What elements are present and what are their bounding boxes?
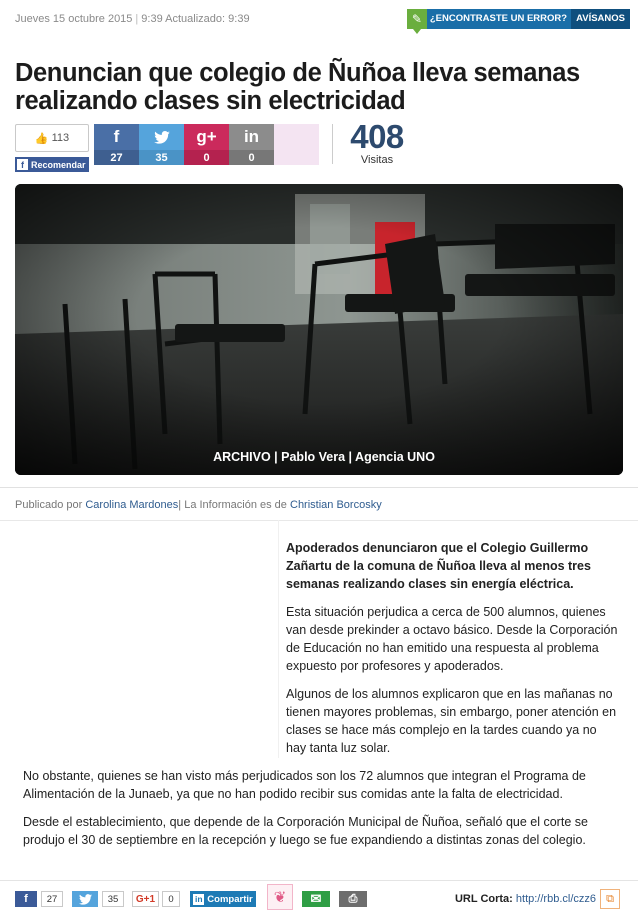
short-url-link[interactable]: http://rbb.cl/czz6	[515, 893, 596, 905]
bottom-googleplus-count: 0	[162, 891, 180, 907]
bottom-facebook-count: 27	[41, 891, 63, 907]
article-paragraph: No obstante, quienes se han visto más perjudicados son los 72 alumnos que integran el Programa de Alimentación de la Junaeb, ya que no han podido recibir sus comidas ante la falta de electricidad.	[23, 769, 586, 801]
divider	[278, 520, 279, 758]
envelope-icon: ✉	[310, 891, 322, 906]
article-photo	[15, 184, 623, 475]
visits-count: 408	[350, 118, 404, 155]
linkedin-icon: in	[243, 127, 260, 146]
byline	[15, 499, 382, 511]
googleplus-icon: g+	[196, 127, 217, 146]
copy-url-icon[interactable]: ⧉	[600, 889, 620, 909]
bookmark-icon[interactable]: ❦	[267, 884, 293, 910]
print-button[interactable]	[339, 891, 367, 907]
thumbs-up-icon: 👍	[34, 132, 49, 145]
article-meta: Jueves 15 octubre 2015 | 9:39 Actualizado: 9:39	[15, 13, 250, 25]
divider	[0, 487, 638, 488]
article-paragraph: Algunos de los alumnos explicaron que en las mañanas no tienen mayores problemas, sin embargo, poner atención en clases se hace más complejo en la tardes cuando ya no hay tanta luz solar.	[286, 687, 617, 755]
bottom-twitter-count: 35	[102, 891, 124, 907]
divider	[0, 880, 638, 881]
photo-caption: ARCHIVO | Pablo Vera | Agencia UNO	[213, 450, 435, 464]
publish-date: Jueves 15 octubre 2015	[15, 13, 133, 25]
article-paragraph: Esta situación perjudica a cerca de 500 alumnos, quienes van desde prekinder a octavo básico. Desde la Corporación de Educación no han emitido una respuesta al problema expuesto por profesores y apoderados.	[286, 605, 618, 673]
article-headline: Denuncian que colegio de Ñuñoa lleva semanas realizando clases sin electricidad	[15, 59, 580, 115]
updated-label: Actualizado:	[165, 13, 226, 25]
report-error-question[interactable]: ¿ENCONTRASTE UN ERROR?	[427, 9, 571, 29]
facebook-icon: f	[113, 127, 120, 146]
bottom-twitter-button[interactable]	[72, 891, 98, 907]
facebook-share-count: 27	[94, 150, 139, 165]
bottom-linkedin-button[interactable]	[190, 891, 256, 907]
source-link[interactable]: Christian Borcosky	[290, 499, 382, 511]
info-label: | La Información es de	[178, 499, 287, 511]
visits-label: Visitas	[360, 154, 394, 166]
publish-time: 9:39	[141, 13, 163, 25]
twitter-share-count: 35	[139, 150, 184, 165]
bottom-facebook-button[interactable]	[15, 891, 37, 907]
like-counter[interactable]	[15, 124, 89, 152]
article-paragraph: Desde el establecimiento, que depende de la Corporación Municipal de Ñuñoa, señaló que el corte se produjo el 30 de septiembre en la recepción y luego se fue expandiendo a distintas zonas del colegio.	[23, 815, 588, 847]
linkedin-share-label: Compartir	[207, 893, 253, 905]
short-url-label: URL Corta:	[454, 893, 513, 905]
printer-icon: ⎙	[348, 892, 358, 905]
recommend-label: Recomendar	[31, 159, 86, 170]
bottom-googleplus-button[interactable]: G+1	[132, 891, 159, 907]
article-lead: Apoderados denunciaron que el Colegio Guillermo Zañartu de la comuna de Ñuñoa lleva al menos tres semanas realizando clases sin energía eléctrica.	[286, 541, 591, 591]
published-by-label: Publicado por	[15, 499, 83, 511]
pencil-icon[interactable]: ✎	[407, 9, 427, 29]
updated-time: 9:39	[228, 13, 250, 25]
like-count: 113	[51, 132, 70, 144]
short-url	[455, 893, 596, 905]
facebook-share-button[interactable]	[94, 124, 139, 165]
linkedin-share-count: 0	[229, 150, 274, 165]
facebook-recommend-button[interactable]	[15, 157, 89, 172]
divider	[332, 124, 333, 164]
googleplus-share-button[interactable]	[184, 124, 229, 165]
facebook-icon: f	[17, 159, 28, 170]
twitter-bird-icon	[79, 894, 92, 905]
twitter-bird-icon	[139, 124, 184, 150]
linkedin-icon: in	[195, 894, 203, 904]
divider	[0, 520, 638, 521]
extra-share-slot	[274, 124, 319, 165]
report-error-button[interactable]: AVÍSANOS	[571, 9, 630, 29]
twitter-share-button[interactable]	[139, 124, 184, 165]
linkedin-share-button[interactable]	[229, 124, 274, 165]
author-link[interactable]: Carolina Mardones	[85, 499, 179, 511]
report-error-widget[interactable]	[407, 9, 630, 29]
googleplus-share-count: 0	[184, 150, 229, 165]
facebook-icon: f	[24, 893, 28, 905]
email-button[interactable]	[302, 891, 330, 907]
